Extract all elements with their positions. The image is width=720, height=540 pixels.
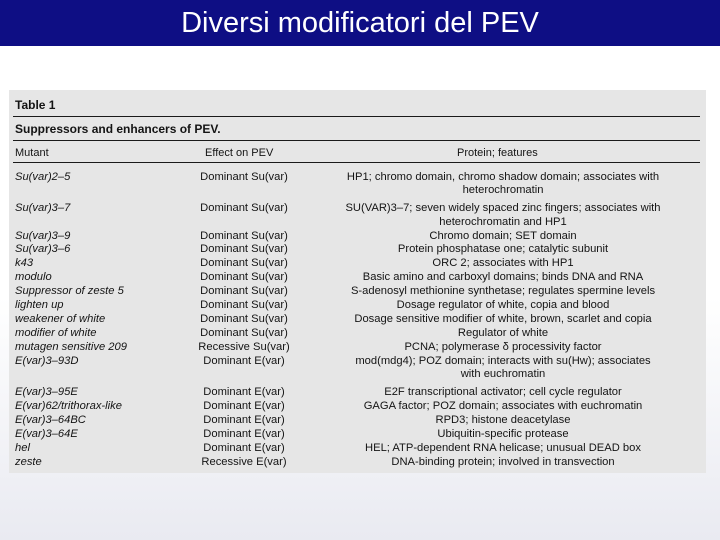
effect-cell: Recessive Su(var) <box>198 341 290 353</box>
protein-cell: heterochromatin <box>462 184 544 196</box>
mutant-cell: E(var)3–93D <box>15 355 79 367</box>
table-row <box>9 427 706 441</box>
effect-cell: Dominant Su(var) <box>200 202 288 214</box>
table-row <box>9 312 706 326</box>
header-protein: Protein; features <box>457 147 538 159</box>
table-label: Table 1 <box>15 98 56 112</box>
table-row <box>9 326 706 340</box>
table-rule-header <box>13 162 700 163</box>
protein-cell: Regulator of white <box>457 327 549 339</box>
mutant-cell: modulo <box>15 271 52 283</box>
mutant-cell: lighten up <box>15 299 64 311</box>
protein-cell: ORC 2; associates with HP1 <box>432 257 574 269</box>
effect-cell: Dominant Su(var) <box>200 299 288 311</box>
header-mutant: Mutant <box>15 147 49 159</box>
table-row <box>9 201 706 215</box>
slide-title-bar <box>0 0 720 46</box>
table-row <box>9 229 706 243</box>
mutant-cell: E(var)3–95E <box>15 386 78 398</box>
protein-cell: Dosage regulator of white, copia and blood <box>396 299 610 311</box>
protein-cell: mod(mdg4); POZ domain; interacts with su(Hw); associates <box>355 355 651 367</box>
table-row <box>9 399 706 413</box>
mutant-cell: modifier of white <box>15 327 97 339</box>
protein-cell: GAGA factor; POZ domain; associates with euchromatin <box>363 400 643 412</box>
table-row <box>9 413 706 427</box>
protein-cell: heterochromatin and HP1 <box>439 216 567 228</box>
slide-title: Diversi modificatori del PEV <box>181 6 539 39</box>
protein-cell: HP1; chromo domain, chromo shadow domain; associates with <box>346 171 660 183</box>
protein-cell: Ubiquitin-specific protease <box>437 428 569 440</box>
table-caption: Suppressors and enhancers of PEV. <box>15 122 221 136</box>
table-row <box>9 183 706 197</box>
mutant-cell: hel <box>15 442 30 454</box>
mutant-cell: E(var)3–64BC <box>15 414 86 426</box>
table-row <box>9 385 706 399</box>
table-row <box>9 367 706 381</box>
effect-cell: Dominant Su(var) <box>200 171 288 183</box>
mutant-cell: Su(var)3–9 <box>15 230 71 242</box>
protein-cell: HEL; ATP-dependent RNA helicase; unusual DEAD box <box>365 442 641 454</box>
effect-cell: Dominant E(var) <box>203 400 285 412</box>
protein-cell: S-adenosyl methionine synthetase; regulates spermine levels <box>350 285 656 297</box>
table-row <box>9 354 706 368</box>
protein-cell: Protein phosphatase one; catalytic subunit <box>397 243 609 255</box>
protein-cell: RPD3; histone deacetylase <box>435 414 571 426</box>
effect-cell: Dominant E(var) <box>203 355 285 367</box>
header-effect: Effect on PEV <box>205 147 274 159</box>
mutant-cell: weakener of white <box>15 313 106 325</box>
table-row <box>9 298 706 312</box>
effect-cell: Dominant E(var) <box>203 442 285 454</box>
effect-cell: Dominant E(var) <box>203 428 285 440</box>
table-row <box>9 215 706 229</box>
mutant-cell: mutagen sensitive 209 <box>15 341 127 353</box>
table-row <box>9 242 706 256</box>
protein-cell: Dosage sensitive modifier of white, brown, scarlet and copia <box>354 313 652 325</box>
table-rule-caption <box>13 140 700 141</box>
mutant-cell: Su(var)2–5 <box>15 171 71 183</box>
mutant-cell: E(var)62/trithorax-like <box>15 400 122 412</box>
effect-cell: Recessive E(var) <box>201 456 287 468</box>
protein-cell: DNA-binding protein; involved in transvection <box>391 456 615 468</box>
table-row <box>9 256 706 270</box>
protein-cell: SU(VAR)3–7; seven widely spaced zinc fingers; associates with <box>345 202 661 214</box>
effect-cell: Dominant Su(var) <box>200 285 288 297</box>
table-row <box>9 270 706 284</box>
mutant-cell: Suppressor of zeste 5 <box>15 285 124 297</box>
table-rule-top <box>13 116 700 117</box>
effect-cell: Dominant Su(var) <box>200 243 288 255</box>
protein-cell: Basic amino and carboxyl domains; binds DNA and RNA <box>362 271 644 283</box>
mutant-cell: k43 <box>15 257 34 269</box>
protein-cell: PCNA; polymerase δ processivity factor <box>404 341 602 353</box>
table-row <box>9 340 706 354</box>
protein-cell: with euchromatin <box>460 368 546 380</box>
effect-cell: Dominant Su(var) <box>200 257 288 269</box>
table-row <box>9 441 706 455</box>
mutant-cell: Su(var)3–6 <box>15 243 71 255</box>
effect-cell: Dominant Su(var) <box>200 327 288 339</box>
table-row <box>9 170 706 184</box>
mutant-cell: Su(var)3–7 <box>15 202 71 214</box>
mutant-cell: E(var)3–64E <box>15 428 78 440</box>
effect-cell: Dominant E(var) <box>203 414 285 426</box>
effect-cell: Dominant Su(var) <box>200 313 288 325</box>
mutant-cell: zeste <box>15 456 42 468</box>
table-row <box>9 455 706 469</box>
protein-cell: E2F transcriptional activator; cell cycle regulator <box>384 386 622 398</box>
protein-cell: Chromo domain; SET domain <box>429 230 577 242</box>
effect-cell: Dominant E(var) <box>203 386 285 398</box>
table-row <box>9 284 706 298</box>
effect-cell: Dominant Su(var) <box>200 271 288 283</box>
effect-cell: Dominant Su(var) <box>200 230 288 242</box>
scanned-table <box>9 90 706 473</box>
